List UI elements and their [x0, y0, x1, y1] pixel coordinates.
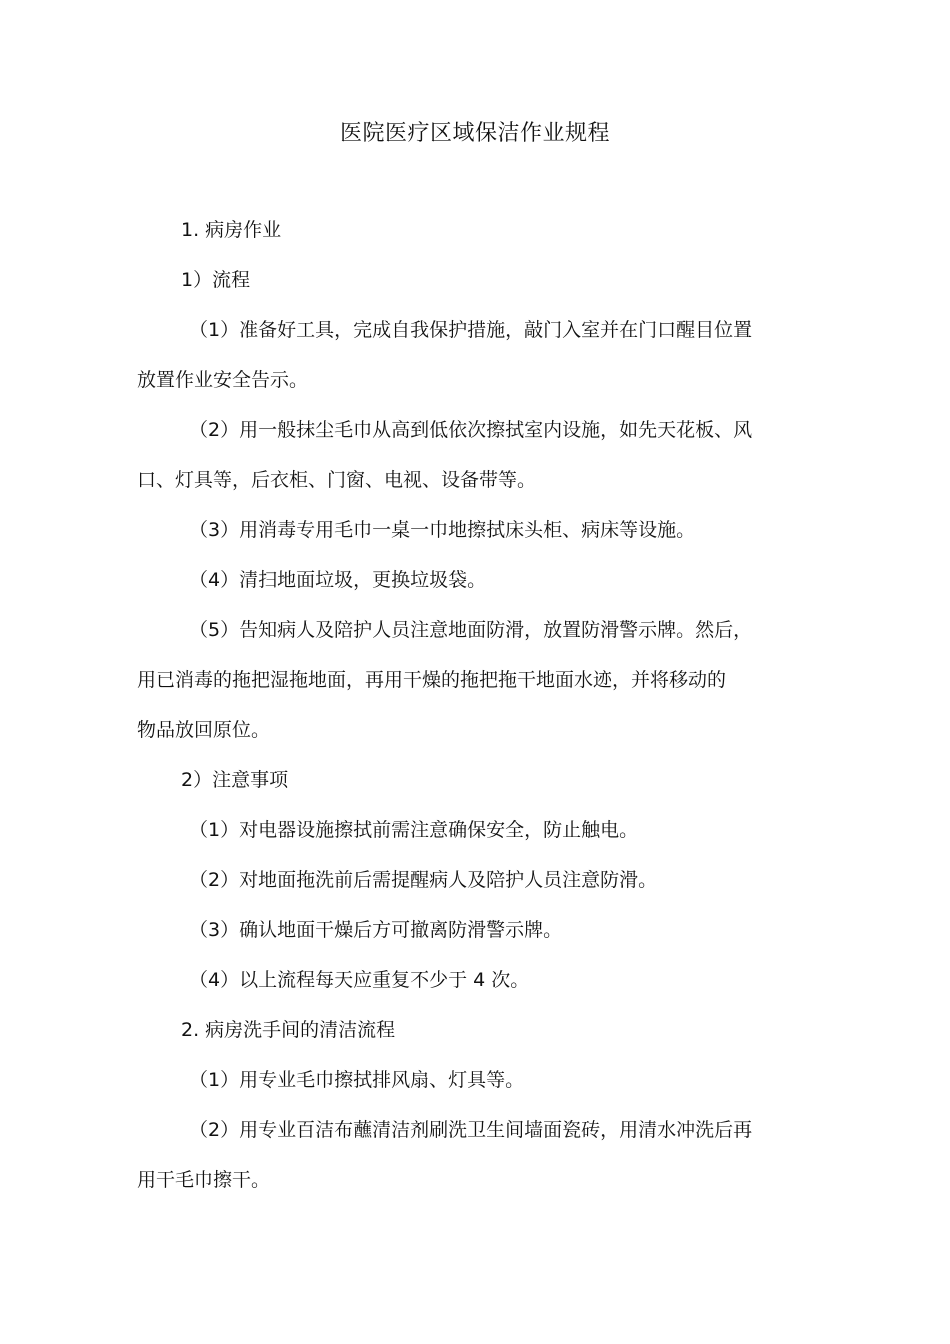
text-line: 口、灯具等，后衣柜、门窗、电视、设备带等。 [137, 469, 537, 491]
document-title: 医院医疗区域保洁作业规程 [339, 121, 610, 146]
text-line: 2. 病房洗手间的清洁流程 [181, 1019, 396, 1041]
paragraph-washroom-step-1 [137, 1055, 827, 1105]
text-line: （1）对电器设施擦拭前需注意确保安全，防止触电。 [189, 819, 639, 841]
paragraph-note-3 [137, 905, 827, 955]
paragraph-step-2 [137, 405, 827, 505]
section-heading-ward-work [137, 205, 827, 255]
text-line: 2）注意事项 [181, 769, 289, 791]
paragraph-step-4 [137, 555, 827, 605]
paragraph-washroom-step-2 [137, 1105, 827, 1205]
section-heading-washroom [137, 1005, 827, 1055]
subsection-heading-notes [137, 755, 827, 805]
text-line: （3）用消毒专用毛巾一桌一巾地擦拭床头柜、病床等设施。 [189, 519, 696, 541]
text-line: （5）告知病人及陪护人员注意地面防滑，放置防滑警示牌。然后， [189, 619, 753, 641]
text-line: （1）准备好工具，完成自我保护措施，敲门入室并在门口醒目位置 [189, 319, 753, 341]
text-line: 1）流程 [181, 269, 251, 291]
text-line: （2）用专业百洁布蘸清洁剂刷洗卫生间墙面瓷砖，用清水冲洗后再 [189, 1119, 753, 1141]
paragraph-note-2 [137, 855, 827, 905]
text-line: 放置作业安全告示。 [137, 369, 309, 391]
text-line: 1. 病房作业 [181, 219, 282, 241]
text-line: 物品放回原位。 [137, 719, 271, 741]
text-line: （4）清扫地面垃圾，更换垃圾袋。 [189, 569, 487, 591]
text-line: 用干毛巾擦干。 [137, 1169, 271, 1191]
paragraph-step-3 [137, 505, 827, 555]
text-line: （2）对地面拖洗前后需提醒病人及陪护人员注意防滑。 [189, 869, 658, 891]
text-line: （1）用专业毛巾擦拭排风扇、灯具等。 [189, 1069, 525, 1091]
paragraph-step-1 [137, 305, 827, 405]
text-line: （3）确认地面干燥后方可撤离防滑警示牌。 [189, 919, 563, 941]
paragraph-step-5 [137, 605, 827, 755]
text-line: 用已消毒的拖把湿拖地面，再用干燥的拖把拖干地面水迹，并将移动的 [137, 669, 727, 691]
paragraph-note-4 [137, 955, 827, 1005]
paragraph-note-1 [137, 805, 827, 855]
subsection-heading-process [137, 255, 827, 305]
text-line: （2）用一般抹尘毛巾从高到低依次擦拭室内设施，如先天花板、风 [189, 419, 753, 441]
text-line: （4）以上流程每天应重复不少于 4 次。 [189, 969, 530, 991]
